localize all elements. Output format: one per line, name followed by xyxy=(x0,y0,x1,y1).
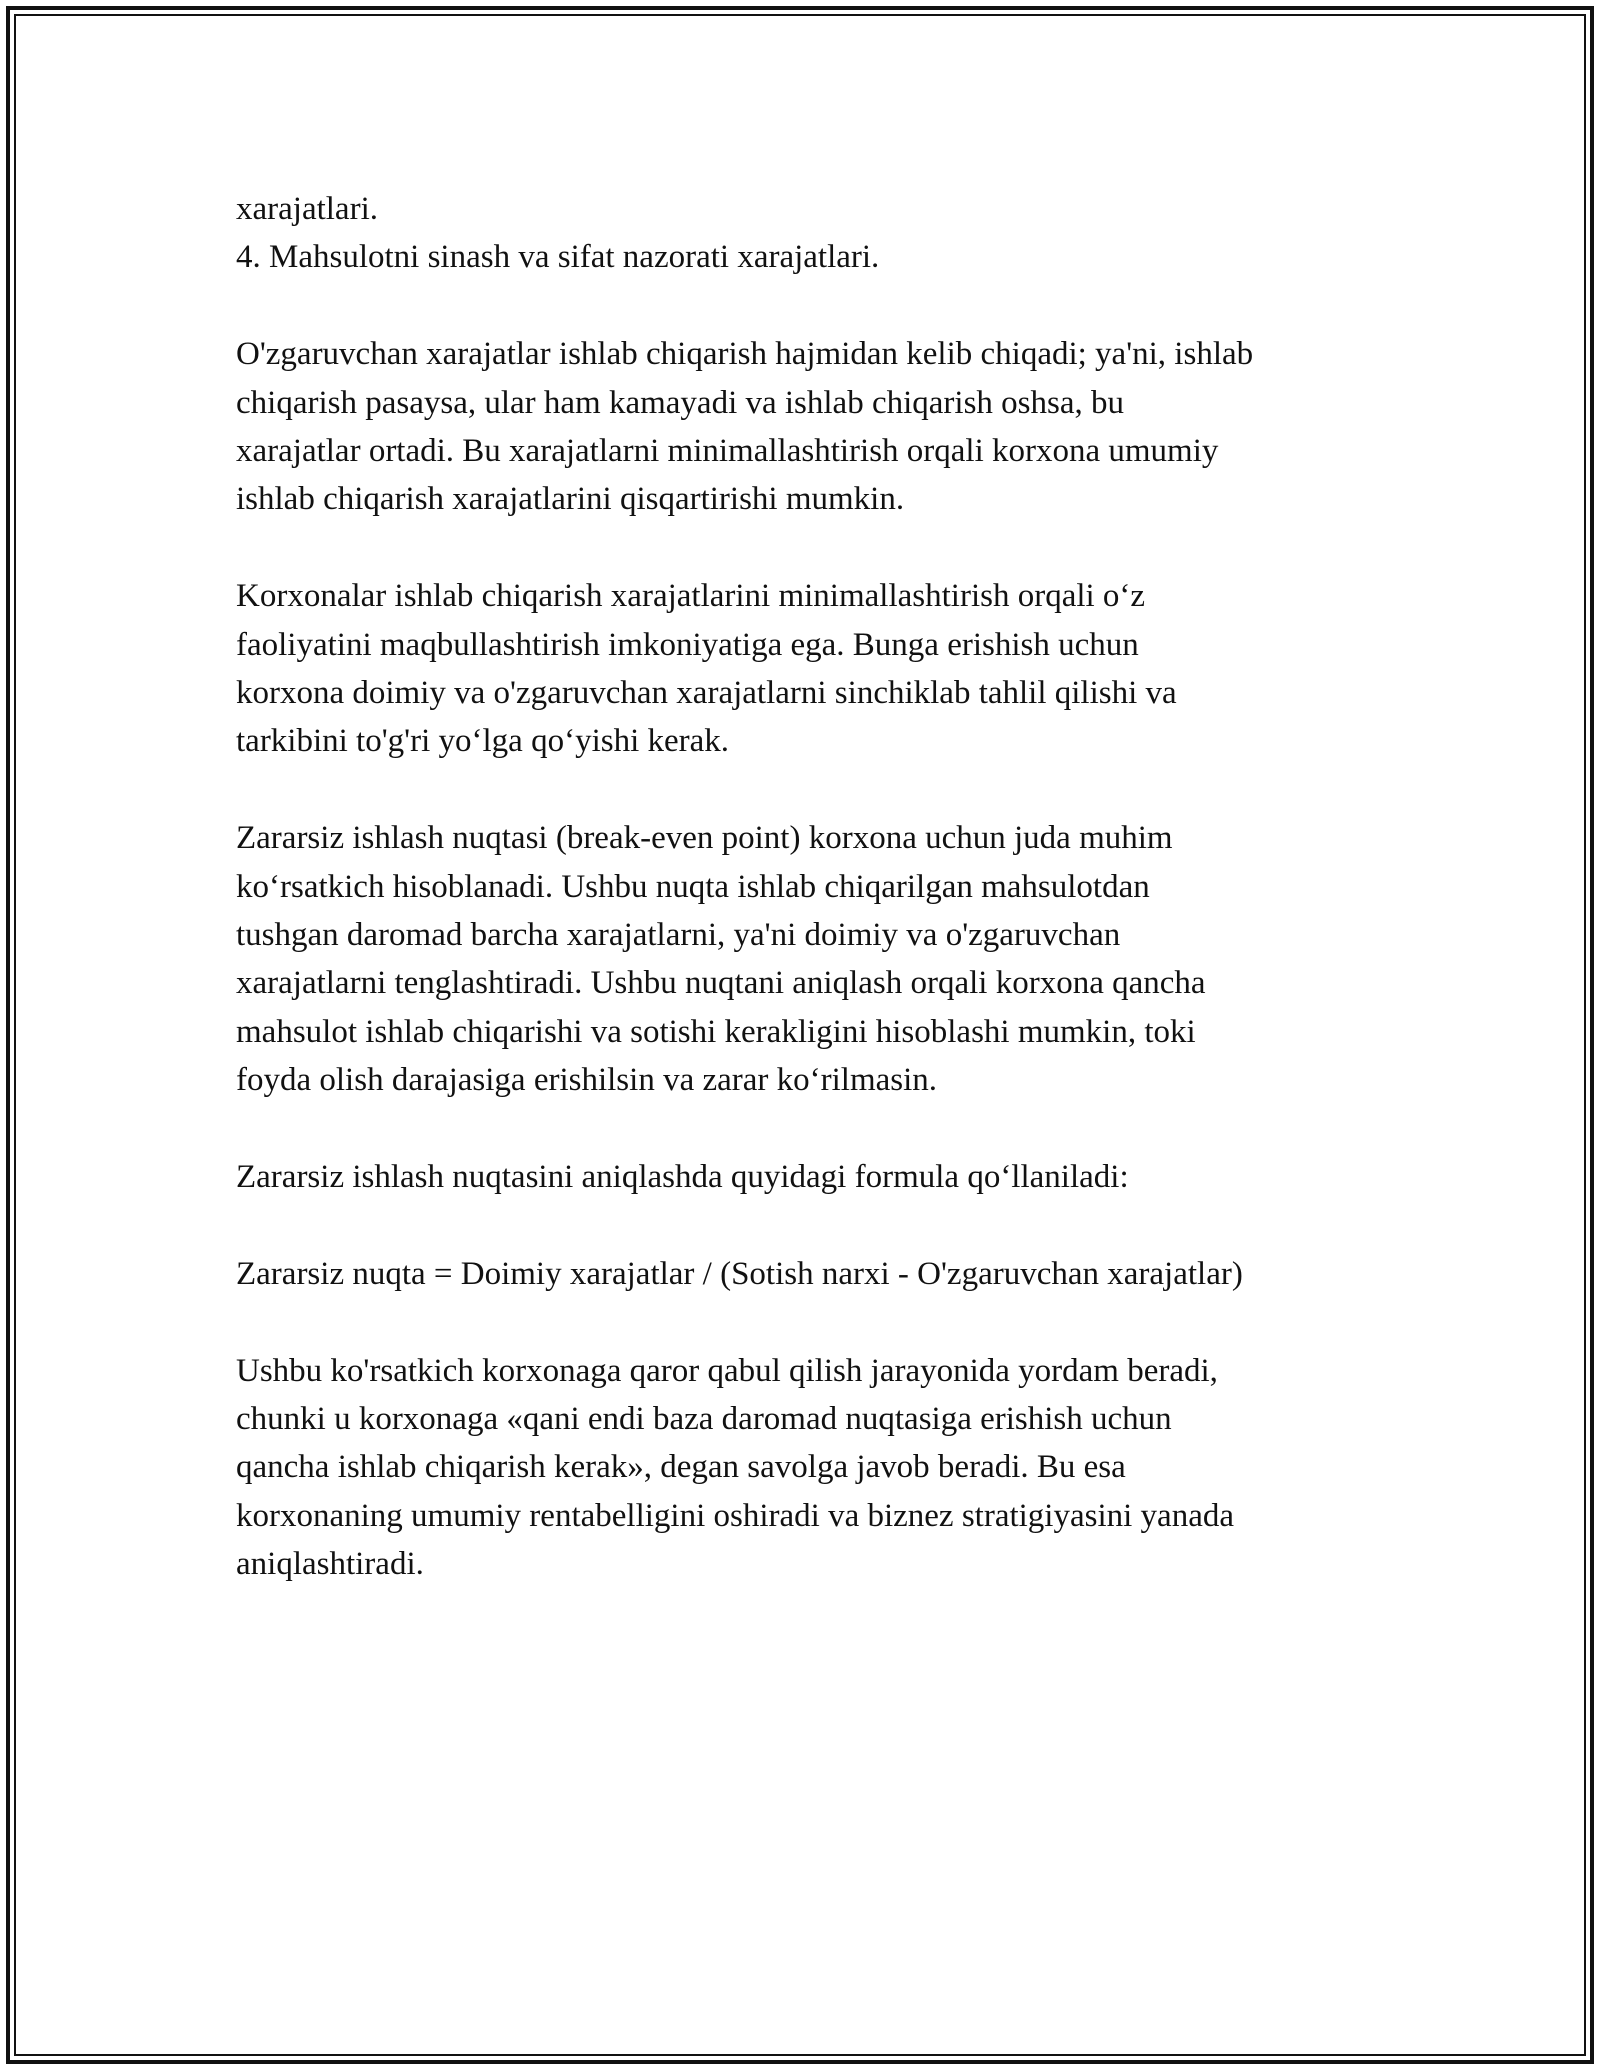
text-line: 4. Mahsulotni sinash va sifat nazorati xarajatlari. xyxy=(236,239,880,276)
text-line: aniqlashtiradi. xyxy=(236,1546,424,1583)
text-line: faoliyatini maqbullashtirish imkoniyatiga ega. Bunga erishish uchun xyxy=(236,626,1139,663)
text-line: tushgan daromad barcha xarajatlarni, ya'ni doimiy va o'zgaruvchan xyxy=(236,917,1121,954)
text-line: Zararsiz ishlash nuqtasi (break-even point) korxona uchun juda muhim xyxy=(236,820,1173,857)
text-line: ko‘rsatkich hisoblanadi. Ushbu nuqta ishlab chiqarilgan mahsulotdan xyxy=(236,868,1150,905)
text-line: qancha ishlab chiqarish kerak», degan savolga javob beradi. Bu esa xyxy=(236,1449,1126,1486)
formula-line: Zararsiz nuqta = Doimiy xarajatlar / (Sotish narxi - O'zgaruvchan xarajatlar) xyxy=(236,1255,1243,1292)
paragraph-cost-list-end xyxy=(236,185,1396,282)
text-line: Korxonalar ishlab chiqarish xarajatlarini minimallashtirish orqali o‘z xyxy=(236,578,1146,615)
paragraph-conclusion xyxy=(236,1347,1396,1589)
text-line: foyda olish darajasiga erishilsin va zarar ko‘rilmasin. xyxy=(236,1062,938,1099)
paragraph-break-even-point xyxy=(236,814,1396,1104)
text-line: xarajatlarni tenglashtiradi. Ushbu nuqtani aniqlash orqali korxona qancha xyxy=(236,965,1206,1002)
paragraph-variable-costs xyxy=(236,330,1396,524)
text-line: O'zgaruvchan xarajatlar ishlab chiqarish hajmidan kelib chiqadi; ya'ni, ishlab xyxy=(236,336,1254,373)
paragraph-formula-intro xyxy=(236,1153,1396,1201)
text-line: tarkibini to'g'ri yo‘lga qo‘yishi kerak. xyxy=(236,723,730,760)
text-line: korxona doimiy va o'zgaruvchan xarajatlarni sinchiklab tahlil qilishi va xyxy=(236,675,1177,712)
text-line: xarajatlar ortadi. Bu xarajatlarni minimallashtirish orqali korxona umumiy xyxy=(236,433,1219,470)
text-line: Zararsiz ishlash nuqtasini aniqlashda quyidagi formula qo‘llaniladi: xyxy=(236,1159,1129,1196)
text-line: chunki u korxonaga «qani endi baza daromad nuqtasiga erishish uchun xyxy=(236,1401,1172,1438)
text-line: Ushbu ko'rsatkich korxonaga qaror qabul qilish jarayonida yordam beradi, xyxy=(236,1352,1218,1389)
paragraph-formula xyxy=(236,1250,1396,1298)
paragraph-cost-minimization xyxy=(236,572,1396,766)
text-line: ishlab chiqarish xarajatlarini qisqartirishi mumkin. xyxy=(236,481,905,518)
text-line: korxonaning umumiy rentabelligini oshiradi va biznez stratigiyasini yanada xyxy=(236,1497,1234,1534)
text-line: mahsulot ishlab chiqarishi va sotishi kerakligini hisoblashi mumkin, toki xyxy=(236,1013,1196,1050)
text-line: chiqarish pasaysa, ular ham kamayadi va ishlab chiqarish oshsa, bu xyxy=(236,384,1125,421)
text-line: xarajatlari. xyxy=(236,191,378,227)
document-body xyxy=(236,185,1396,1589)
